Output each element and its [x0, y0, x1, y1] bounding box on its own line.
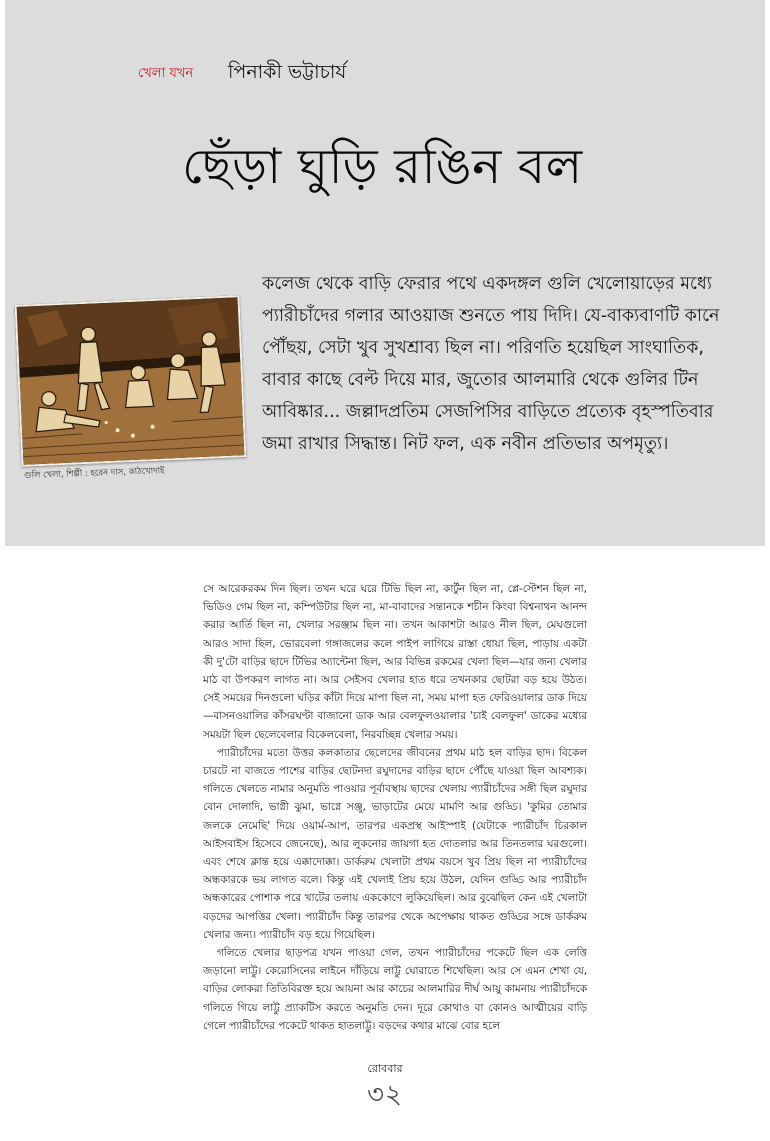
folio-label: রোববার [367, 1062, 403, 1075]
article-body [203, 580, 587, 1035]
woodcut-illustration [15, 295, 247, 467]
author-byline: পিনাকী ভট্টাচার্য [228, 61, 347, 83]
body-paragraph: সে আরেকরকম দিন ছিল। তখন ঘরে ঘরে টিভি ছিল না, কার্টুন ছিল না, প্লে-স্টেশন ছিল না, ভিডিও গেম ছিল না, কম্পিউটার ছিল না, মা-বাবাদের সন্তানকে শচীন কিংবা বিশ্বনাথন আনন্দ করার আর্তি ছিল না, খেলার সরঞ্জাম ছিল না। তখন আকাশটা আরও নীল ছিল, মেঘগুলো আরও সাদা ছিল, ভোরবেলা গঙ্গাজলের কলে পাইপ লাগিয়ে রাস্তা ধোয়া ছিল, পাড়ায় একটা কী দু'টো বাড়ির ছাদে টিভির অ্যান্টেনা ছিল, আর বিভিন্ন রকমের খেলা ছিল—যার জন্য খেলার মাঠ বা উপকরণ লাগত না। আর সেইসব খেলার হাত ধরে তখনকার ছোটরা বড় হয়ে উঠত। সেই সময়ের দিনগুলো ঘড়ির কাঁটা দিয়ে মাপা ছিল না, সময় মাপা হত ফেরিওয়ালার ডাক দিয়ে—বাসনওয়ালির কাঁসরঘণ্টা বাজানো ডাক আর বেলফুলওয়ালার 'চাই বেলফুল' ডাকের মধ্যের সময়টা ছিল ছেলেবেলার বিকেলবেলা, নিরবচ্ছিন্ন খেলার সময়। [203, 583, 587, 741]
page-title: ছেঁড়া ঘুড়ি রঙিন বল [182, 138, 583, 195]
section-tag: খেলা যখন [138, 66, 194, 81]
standfirst-text: কলেজ থেকে বাড়ি ফেরার পথে একদঙ্গল গুলি খেলোয়াড়ের মধ্যে প্যারীচাঁদের গলার আওয়াজ শুনতে পায় দিদি। যে-বাক্যবাণটি কানে পৌঁছয়, সেটা খুব সুখশ্রাব্য ছিল না। পরিণতি হয়েছিল সাংঘাতিক, বাবার কাছে বেল্ট দিয়ে মার, জুতোর আলমারি থেকে গুলির টিন আবিষ্কার... জল্লাদপ্রতিম সেজপিসির বাড়িতে প্রত্যেক বৃহস্পতিবার জমা রাখার সিদ্ধান্ত। নিট ফল, এক নবীন প্রতিভার অপমৃত্যু। [262, 274, 720, 454]
body-paragraph: গলিতে খেলার ছাড়পত্র যখন পাওয়া গেল, তখন প্যারীচাঁদের পকেটে ছিল এক লেত্তি জড়ানো লাট্টু। কেরোসিনের লাইনে দাঁড়িয়ে লাট্টু ঘোরাতে শিখেছিল। আর সে এমন শেখা যে, বাড়ির লোকরা তিতিবিরক্ত হয়ে আয়না আর কাচের আলমারির দীর্ঘ আয়ু কামনায় প্যারীচাঁদকে গলিতে গিয়ে লাট্টু প্র্যাকটিস করতে অনুমতি দেন। দূরে কোথাও বা কোনও আত্মীয়ের বাড়ি গেলে প্যারীচাঁদের পকেটে থাকত হাতলাট্টু। বড়দের কথার মাঝে বোর হলে [203, 947, 587, 1032]
body-paragraph: প্যারীচাঁদের মতো উত্তর কলকাতার ছেলেদের জীবনের প্রথম মাঠ হল বাড়ির ছাদ। বিকেল চারটে না বাজতে পাশের বাড়ির ছোটনদা রঘুদাদের বাড়ির ছাদে পৌঁছে যাওয়া ছিল আবশ্যক। গলিতে খেলতে নামার অনুমতি পাওয়ার পূর্বাবস্থায় ছাদের খেলায় প্যারীচাঁদের সঙ্গী ছিল রঘুদার বোন দোলাদি, ভাগ্নী ঝুমা, ভাগ্নে সঞ্জু, ভাড়াটের মেয়ে মামণি আর গুড্ডি। 'কুমির তোমার জলকে নেমেছি' দিয়ে ওয়ার্ম-আপ, তারপর একপ্রস্থ আইস্পাই (যেটাকে প্যারীচাঁদ চিরকাল আইসবাইস হিসেবে জেনেছে), আর লুকনোর জায়গা হত দোতলার আর তিনতলার ঘরগুলো। এবং শেষে ক্লান্ত হয়ে এক্কাদোক্কা। ডার্করুম খেলাটা প্রথম বয়সে খুব প্রিয় ছিল না প্যারীচাঁদের অন্ধকারকে ভয় লাগত বলে। কিন্তু এই খেলাই প্রিয় হয়ে উঠল, যেদিন গুড্ডি আর প্যারীচাঁদ অন্ধকারের পোশাক পরে খাটের তলায় এককোণে লুকিয়েছিল। আর বুঝেছিল কেন এই খেলাটা বড়দের আপত্তির খেলা। প্যারীচাঁদ কিন্তু তারপর থেকে অপেক্ষায় থাকত গুড্ডির সঙ্গে ডার্করুম খেলার জন্য। প্যারীচাঁদ বড় হয়ে গিয়েছিল। [203, 746, 587, 941]
woodcut-marble-players-image [17, 297, 245, 464]
illustration-caption: গুলি খেলা, শিল্পী : হরেন দাস, কাঠখোদাই [23, 466, 165, 482]
page-number: ৩২ [367, 1080, 403, 1110]
